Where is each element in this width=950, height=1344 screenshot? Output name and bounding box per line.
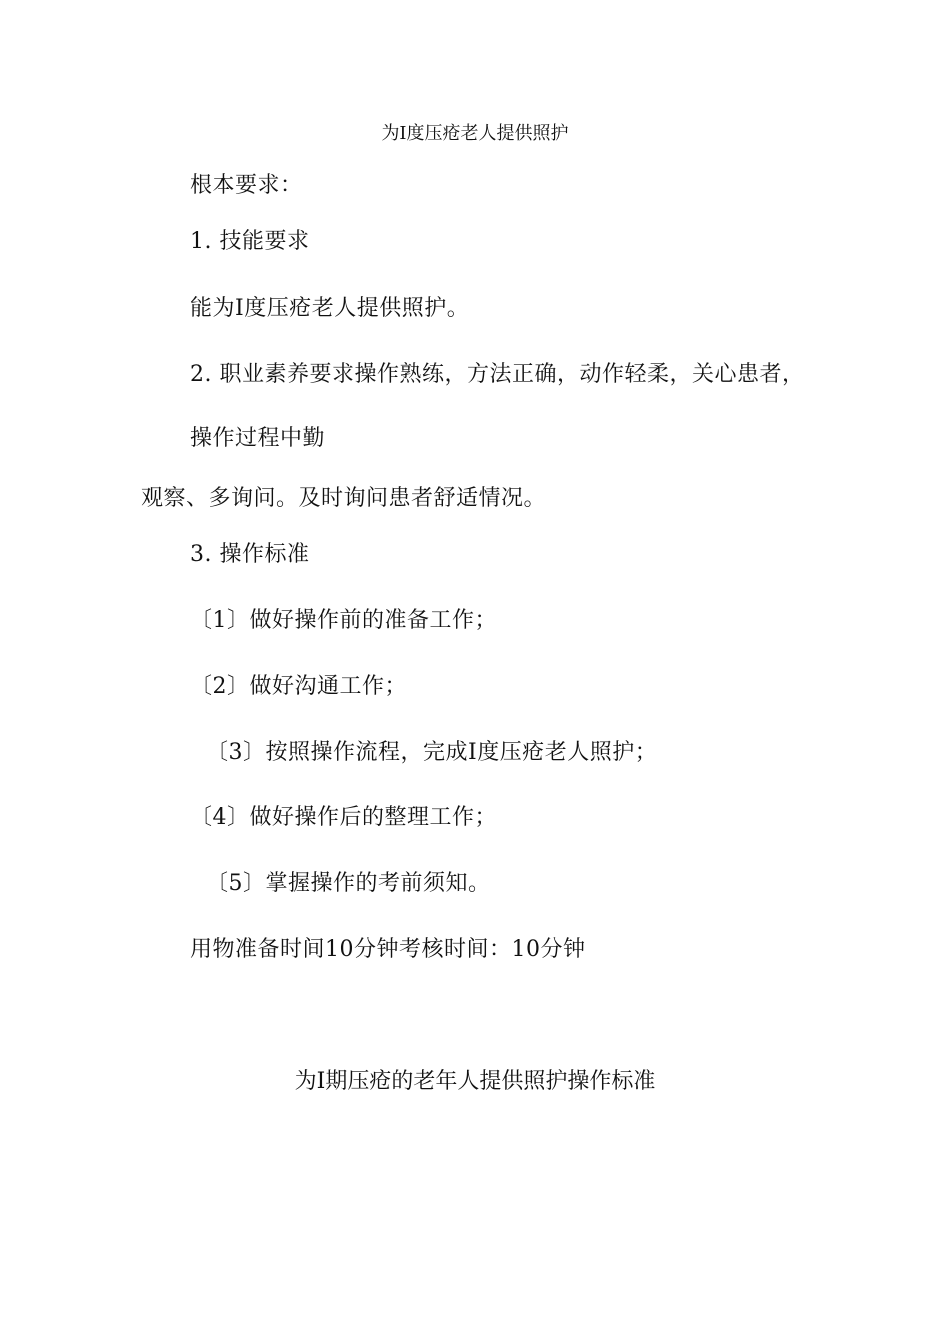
- time-line: 用物准备时间10分钟考核时间：10分钟: [190, 937, 586, 962]
- skill-heading: 1. 技能要求: [190, 229, 310, 254]
- operation-item-4: 〔4〕做好操作后的整理工作；: [190, 805, 497, 830]
- operation-item-3: 〔3〕按照操作流程，完成Ⅰ度压疮老人照护；: [206, 740, 658, 765]
- operation-item-5: 〔5〕掌握操作的考前须知。: [206, 871, 491, 896]
- basic-requirements-heading: 根本要求：: [190, 173, 303, 198]
- skill-text: 能为Ⅰ度压疮老人提供照护。: [190, 296, 470, 321]
- operation-item-2: 〔2〕做好沟通工作；: [190, 674, 407, 699]
- professional-requirements-line-1: 2. 职业素养要求操作熟练，方法正确，动作轻柔，关心患者，: [190, 362, 805, 387]
- operation-item-1: 〔1〕做好操作前的准备工作；: [190, 608, 497, 633]
- operation-heading: 3. 操作标准: [190, 542, 310, 567]
- document-title: 为Ⅰ度压疮老人提供照护: [381, 123, 569, 144]
- professional-requirements-line-3: 观察、多询问。及时询问患者舒适情况。: [141, 486, 547, 511]
- second-title: 为Ⅰ期压疮的老年人提供照护操作标准: [294, 1069, 656, 1094]
- professional-requirements-line-2: 操作过程中勤: [190, 426, 326, 451]
